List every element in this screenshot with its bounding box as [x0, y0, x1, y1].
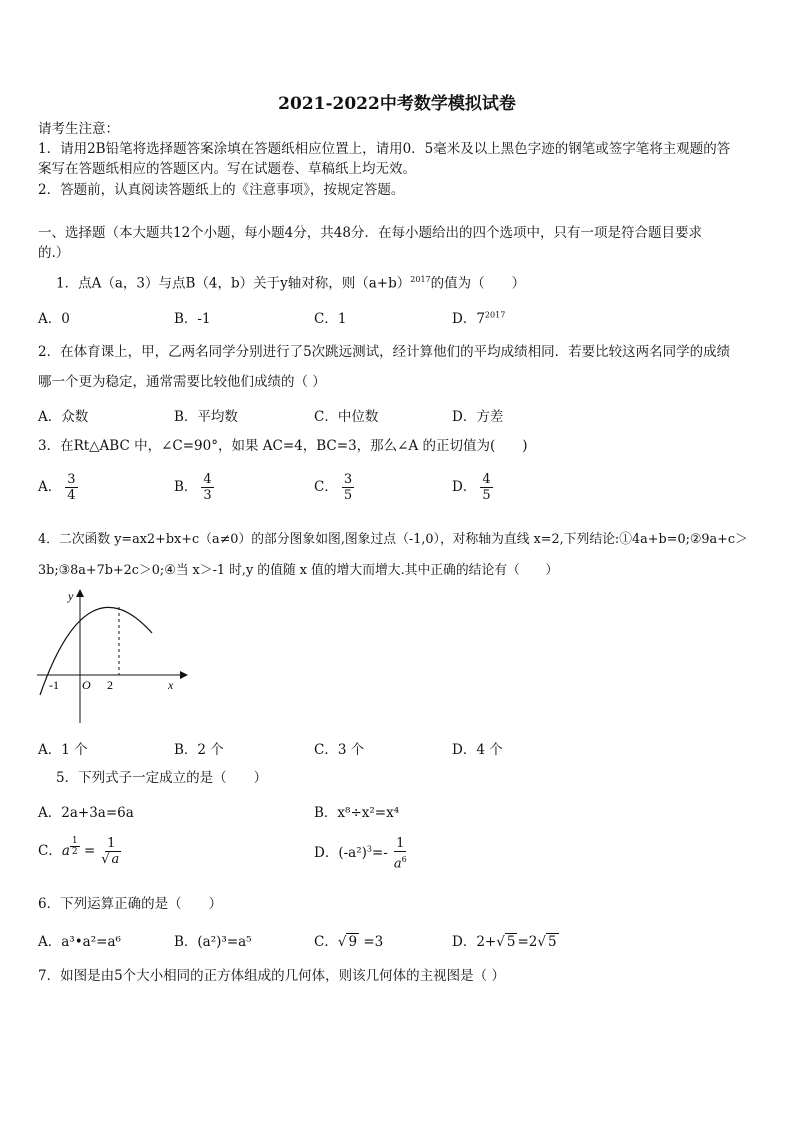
q2-option-c: C．中位数 — [314, 409, 379, 425]
question-1-stem: 1．点A（a，3）与点B（4，b）关于y轴对称，则$(a+b)^{2017}$的值为（ ） — [56, 275, 526, 292]
q4-option-d: D．4 个 — [452, 742, 503, 758]
section-heading: 一、选择题（本大题共12个小题，每小题4分，共48分．在每小题给出的四个选项中，只有一项是符合题目要求 — [38, 225, 702, 241]
question-4-stem: 4．二次函数 y=ax2+bx+c（a≠0）的部分图象如图,图象过点（-1,0），对称轴为直线 x=2,下列结论:①4a+b=0;②9a+c＞ — [38, 532, 748, 547]
q1-option-b: B．-1 — [174, 311, 211, 327]
question-2-stem-cont: 哪一个更为稳定，通常需要比较他们成绩的（ ） — [38, 374, 326, 390]
q6-option-b: B．(a²)³=a⁵ — [174, 934, 252, 950]
y-axis-label: y — [68, 589, 74, 603]
q2-option-a: A．众数 — [38, 409, 89, 425]
notice-item: 1．请用2B铅笔将选择题答案涂填在答题纸相应位置上，请用0．5毫米及以上黑色字迹的钢笔或签字笔将主观题的答 — [38, 141, 731, 157]
q1-option-a: A．0 — [38, 311, 70, 327]
q4-option-c: C．3 个 — [314, 742, 365, 758]
tick-neg1: -1 — [49, 678, 59, 692]
tick-2: 2 — [107, 678, 113, 692]
section-heading-cont: 的.） — [38, 245, 70, 261]
notice-item: 案写在答题纸相应的答题区内。写在试题卷、草稿纸上均无效。 — [38, 161, 416, 177]
question-7-stem: 7．如图是由5个大小相同的正方体组成的几何体，则该几何体的主视图是（ ） — [38, 968, 505, 984]
q2-option-b: B．平均数 — [174, 409, 238, 425]
question-3-stem: 3．在Rt△ABC 中，∠C=90°，如果 AC=4，BC=3，那么∠A 的正切值为( ) — [38, 438, 528, 454]
parabola-graph — [32, 585, 192, 730]
q6-option-d: D．2+√ 5 =2√ 5 — [452, 934, 557, 950]
y-axis-arrow — [76, 589, 84, 597]
x-axis-label: x — [168, 678, 174, 692]
question-4-stem-cont: 3b;③8a+7b+2c＞0;④当 x＞-1 时,y 的值随 x 值的增大而增大.其中正确的结论有（ ） — [38, 563, 559, 578]
q3-option-b: B． $\frac{4}{3}$ — [174, 472, 212, 503]
q3-option-c: C． $\frac{3}{5}$ — [314, 472, 353, 503]
page-title: 2021-2022中考数学模拟试卷 — [278, 94, 516, 114]
question-2-stem: 2．在体育课上，甲，乙两名同学分别进行了5次跳远测试，经计算他们的平均成绩相同．若要比较这两名同学的成绩 — [38, 344, 731, 360]
q4-option-a: A．1 个 — [38, 742, 88, 758]
question-6-stem: 6．下列运算正确的是（ ） — [38, 896, 223, 912]
q3-option-a: A． $\frac{3}{4}$ — [38, 472, 76, 503]
q3-option-d: D． $\frac{4}{5}$ — [452, 472, 491, 503]
q6-option-a: A．a³•a²=a⁶ — [38, 934, 121, 950]
q5-option-a: A．2a+3a=6a — [38, 805, 134, 821]
origin-label: O — [82, 678, 91, 692]
q1-option-d: D．$7^{2017}$ — [452, 310, 506, 327]
x-axis-arrow — [180, 671, 188, 679]
q1-option-c: C．1 — [314, 311, 347, 327]
q5-option-b: B．x⁸÷x²=x⁴ — [314, 805, 400, 821]
q5-option-c: C．a $\frac{1}{2}$ = $\frac{1}{√ a}$ — [38, 836, 120, 867]
q5-option-d: D．$(-a^2)^3=-$ $\frac{1}{a^6}$ — [314, 836, 407, 872]
notice-heading: 请考生注意： — [38, 121, 119, 137]
q6-option-c: C．√ 9 =3 — [314, 934, 384, 950]
q4-option-b: B．2 个 — [174, 742, 224, 758]
question-5-stem: 5．下列式子一定成立的是（ ） — [56, 770, 268, 786]
notice-item: 2．答题前，认真阅读答题纸上的《注意事项》，按规定答题。 — [38, 182, 405, 198]
q2-option-d: D．方差 — [452, 409, 504, 425]
